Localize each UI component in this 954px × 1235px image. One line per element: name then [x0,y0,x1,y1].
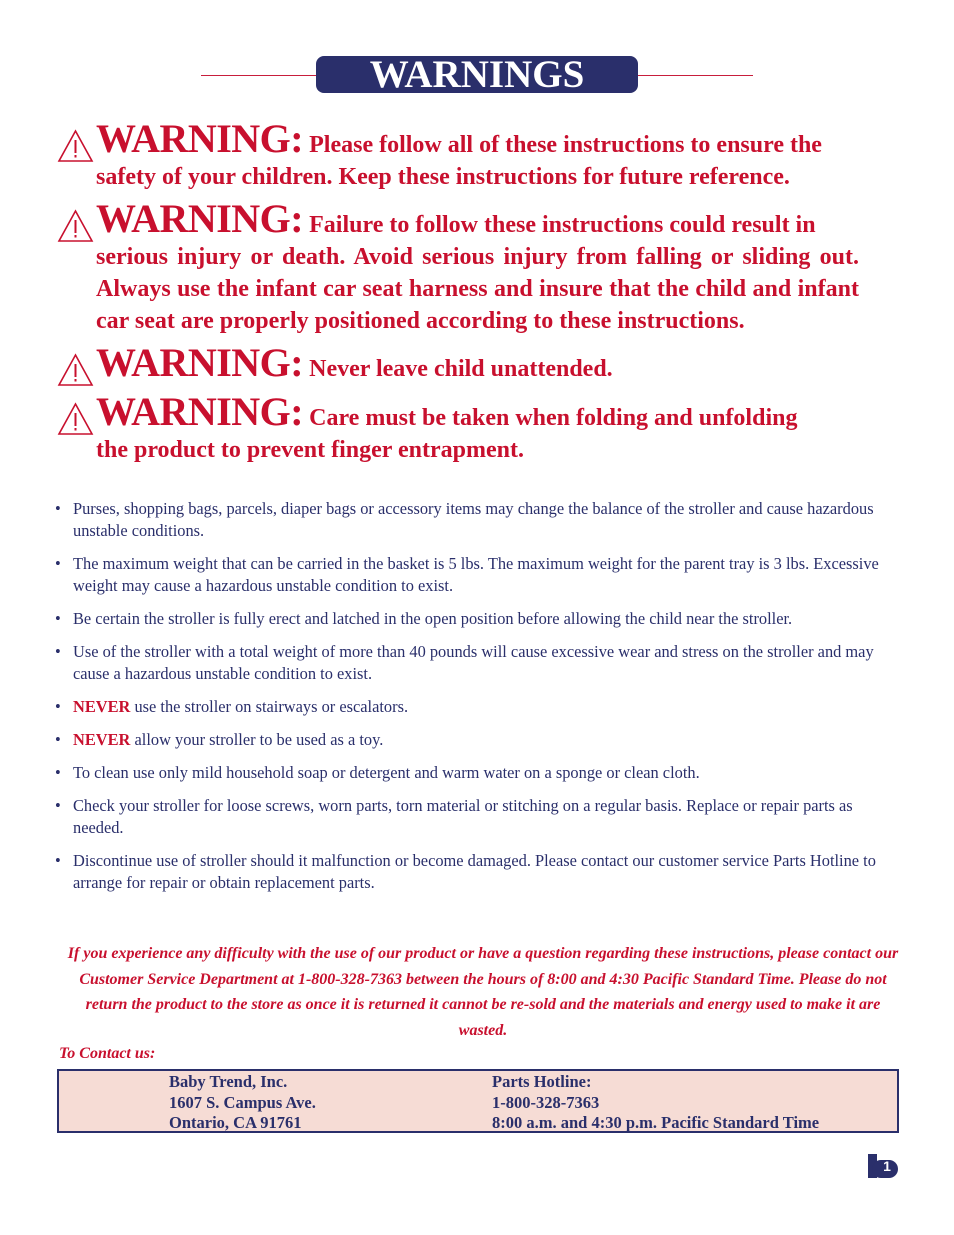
company-street: 1607 S. Campus Ave. [169,1092,316,1112]
company-city: Ontario, CA 91761 [169,1113,302,1132]
list-item: • Check your stroller for loose screws, worn parts, torn material or stitching on a regular basis. Replace or repair parts as needed. [55,796,853,837]
warning-label: WARNING: [96,340,304,385]
contact-box [57,1069,899,1133]
warning-triangle-icon [57,209,94,243]
list-item: • Discontinue use of stroller should it malfunction or become damaged. Please contact our customer service Parts Hotline to arrange for repair or obtain replacement parts. [55,851,876,892]
hotline-hours: 8:00 a.m. and 4:30 p.m. Pacific Standard Time [492,1113,820,1132]
list-item: • To clean use only mild household soap or detergent and warm water on a sponge or clean cloth. [55,763,700,782]
list-item: • NEVER allow your stroller to be used as a toy. [55,730,384,749]
list-item: • Use of the stroller with a total weight of more than 40 pounds will cause excessive wear and stress on the stroller and may cause a hazardous unstable condition to exist. [55,642,874,683]
warning-3 [57,340,859,385]
company-name: Baby Trend, Inc. [169,1072,288,1091]
warning-label: WARNING: [96,389,304,434]
customer-service-notice: If you experience any difficulty with the use of our product or have a question regarding these instructions, please contact our Customer Service Department at 1-800-328-7363 between the hours of 8:00 and 4:30 Pacific Standard Time. Please do not return the product to the store as once it is returned it cannot be re-sold and the materials and energy used to make it are wasted. [67,945,899,1039]
header-rule-right [636,75,753,76]
to-contact-label: To Contact us: [59,1045,156,1062]
warning-label: WARNING: [96,116,304,161]
warning-triangle-icon [57,402,94,436]
page-number-badge [868,1154,898,1178]
warning-text: Care must be taken when folding and unfolding [309,405,798,431]
warning-triangle-icon [57,353,94,387]
hotline-label: Parts Hotline: [492,1072,592,1091]
warning-triangle-icon [57,129,94,163]
warning-1 [57,116,859,193]
parts-hotline [492,1072,819,1134]
page-number: 1 [883,1158,891,1174]
list-item: • The maximum weight that can be carried in the basket is 5 lbs. The maximum weight for the parent tray is 3 lbs. Excessive weight may cause a hazardous unstable condition to exist. [55,554,879,595]
warning-text-cont: the product to prevent finger entrapment. [96,437,524,463]
warning-label: WARNING: [96,196,304,241]
company-address [169,1072,316,1134]
page-title: WARNINGS [316,56,638,93]
warning-text: Never leave child unattended. [309,356,613,382]
header-rule-left [201,75,318,76]
warning-text-cont: safety of your children. Keep these instructions for future reference. [96,164,790,190]
warning-text: Please follow all of these instructions to ensure the [309,132,822,158]
warning-4 [57,389,859,466]
safety-bullet-list [55,498,885,894]
warning-text-cont: serious injury or death. Avoid serious injury from falling or sliding out. Always use the infant car seat harness and insure that the child and infant car seat are properly positioned according to these instructions. [96,244,859,334]
list-item: • Be certain the stroller is fully erect and latched in the open position before allowing the child near the stroller. [55,609,793,628]
warning-2 [57,196,859,337]
warning-text: Failure to follow these instructions could result in [309,212,816,238]
list-item: • Purses, shopping bags, parcels, diaper bags or accessory items may change the balance of the stroller and cause hazardous unstable conditions. [55,499,874,540]
hotline-number: 1-800-328-7363 [492,1092,600,1112]
list-item: • NEVER use the stroller on stairways or escalators. [55,697,409,716]
